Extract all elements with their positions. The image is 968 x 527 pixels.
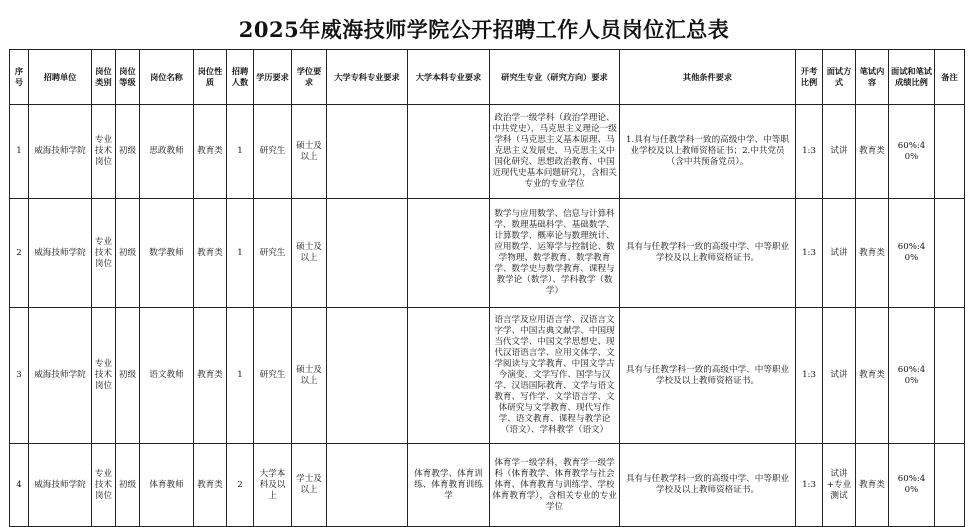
cell-weight: 60%:40%: [889, 444, 935, 527]
cell-degree: 学士及以上: [292, 444, 327, 527]
cell-nature: 教育类: [194, 444, 227, 527]
cell-interview: 试讲: [823, 199, 856, 308]
header-level: 岗位等级: [116, 50, 140, 105]
table-row: [10, 105, 965, 199]
cell-weight: 60%:40%: [889, 105, 935, 199]
table-row: [10, 199, 965, 308]
cell-remark: [935, 444, 965, 527]
cell-college-major: [327, 444, 408, 527]
header-category: 岗位类别: [92, 50, 116, 105]
cell-remark: [935, 105, 965, 199]
header-count: 招聘人数: [227, 50, 254, 105]
cell-seq: 2: [10, 199, 29, 308]
cell-written: 教育类: [856, 308, 889, 444]
header-nature: 岗位性质: [194, 50, 227, 105]
cell-interview: 试讲: [823, 308, 856, 444]
header-ratio: 开考比例: [796, 50, 823, 105]
header-interview: 面试方式: [823, 50, 856, 105]
header-written: 笔试内容: [856, 50, 889, 105]
cell-education: 研究生: [254, 199, 292, 308]
cell-undergrad-major: 体育教学、体育训练、体育教育训练学: [408, 444, 490, 527]
cell-education: 研究生: [254, 105, 292, 199]
cell-weight: 60%:40%: [889, 308, 935, 444]
cell-written: 教育类: [856, 105, 889, 199]
cell-other: 具有与任教学科一致的高级中学、中等职业学校及以上教师资格证书。: [620, 199, 796, 308]
cell-written: 教育类: [856, 199, 889, 308]
header-unit: 招聘单位: [29, 50, 92, 105]
cell-count: 2: [227, 444, 254, 527]
cell-weight: 60%:40%: [889, 199, 935, 308]
cell-education: 研究生: [254, 308, 292, 444]
cell-ratio: 1:3: [796, 308, 823, 444]
cell-ratio: 1:3: [796, 444, 823, 527]
cell-name: 思政教师: [140, 105, 194, 199]
cell-level: 初级: [116, 444, 140, 527]
header-college-major: 大学专科专业要求: [327, 50, 408, 105]
cell-other: 1.具有与任教学科一致的高级中学、中等职业学校及以上教师资格证书；2.中共党员（含中共预备党员）。: [620, 105, 796, 199]
cell-seq: 4: [10, 444, 29, 527]
header-other: 其他条件要求: [620, 50, 796, 105]
cell-unit: 威海技师学院: [29, 199, 92, 308]
cell-level: 初级: [116, 105, 140, 199]
cell-level: 初级: [116, 199, 140, 308]
cell-degree: 硕士及以上: [292, 199, 327, 308]
cell-nature: 教育类: [194, 105, 227, 199]
header-weight: 面试和笔试成绩比例: [889, 50, 935, 105]
header-name: 岗位名称: [140, 50, 194, 105]
cell-degree: 硕士及以上: [292, 308, 327, 444]
table-row: [10, 444, 965, 527]
page-title: 2025年威海技师学院公开招聘工作人员岗位汇总表: [238, 17, 730, 42]
cell-degree: 硕士及以上: [292, 105, 327, 199]
cell-grad-major: 语言学及应用语言学、汉语言文字学、中国古典文献学、中国现当代文学、中国文学思想史、现代汉语语言学、应用文体学、文学阅读与文学教育、中国文学古今演变、文学写作、国学与汉学、汉语国际教育、文学与语文教育、写作学、文学语言学、文体研究与文学教育、现代写作学、语文教育、课程与教学论（语文）、学科教学（语文）: [490, 308, 620, 444]
cell-category: 专业技术岗位: [92, 199, 116, 308]
cell-level: 初级: [116, 308, 140, 444]
cell-seq: 1: [10, 105, 29, 199]
cell-name: 语文教师: [140, 308, 194, 444]
header-education: 学历要求: [254, 50, 292, 105]
table-row: [10, 308, 965, 444]
cell-other: 具有与任教学科一致的高级中学、中等职业学校及以上教师资格证书。: [620, 444, 796, 527]
cell-unit: 威海技师学院: [29, 308, 92, 444]
cell-name: 数学教师: [140, 199, 194, 308]
cell-education: 大学本科及以上: [254, 444, 292, 527]
cell-name: 体育教师: [140, 444, 194, 527]
header-remark: 备注: [935, 50, 965, 105]
cell-nature: 教育类: [194, 308, 227, 444]
cell-other: 具有与任教学科一致的高级中学、中等职业学校及以上教师资格证书。: [620, 308, 796, 444]
cell-count: 1: [227, 308, 254, 444]
cell-remark: [935, 308, 965, 444]
cell-count: 1: [227, 105, 254, 199]
cell-remark: [935, 199, 965, 308]
cell-written: 教育类: [856, 444, 889, 527]
cell-ratio: 1:3: [796, 105, 823, 199]
cell-category: 专业技术岗位: [92, 105, 116, 199]
cell-seq: 3: [10, 308, 29, 444]
cell-unit: 威海技师学院: [29, 105, 92, 199]
cell-grad-major: 数学与应用数学、信息与计算科学、数理基础科学、基础数学、计算数学、概率论与数理统计、应用数学、运筹学与控制论、数学物理、数学教育、数学教育学、数学史与数学教育、课程与教学论（数学）、学科教学（数学）: [490, 199, 620, 308]
cell-count: 1: [227, 199, 254, 308]
positions-table: [9, 49, 965, 527]
cell-undergrad-major: [408, 199, 490, 308]
header-seq: 序号: [10, 50, 29, 105]
header-grad-major: 研究生专业（研究方向）要求: [490, 50, 620, 105]
cell-undergrad-major: [408, 308, 490, 444]
cell-undergrad-major: [408, 105, 490, 199]
cell-unit: 威海技师学院: [29, 444, 92, 527]
cell-grad-major: 体育学一级学科，教育学一级学科（体育教学、体育教学与社会体育、体育教育与训练学、学校体育教育学），含相关专业的专业学位: [490, 444, 620, 527]
cell-category: 专业技术岗位: [92, 308, 116, 444]
header-row: [10, 50, 965, 105]
cell-nature: 教育类: [194, 199, 227, 308]
cell-ratio: 1:3: [796, 199, 823, 308]
cell-interview: 试讲: [823, 105, 856, 199]
cell-interview: 试讲+专业测试: [823, 444, 856, 527]
cell-college-major: [327, 199, 408, 308]
cell-college-major: [327, 308, 408, 444]
cell-college-major: [327, 105, 408, 199]
header-undergrad-major: 大学本科专业要求: [408, 50, 490, 105]
header-degree: 学位要求: [292, 50, 327, 105]
cell-category: 专业技术岗位: [92, 444, 116, 527]
cell-grad-major: 政治学一级学科（政治学理论、中共党史），马克思主义理论一级学科（马克思主义基本原理、马克思主义发展史、马克思主义中国化研究、思想政治教育、中国近现代史基本问题研究），含相关专业的专业学位: [490, 105, 620, 199]
